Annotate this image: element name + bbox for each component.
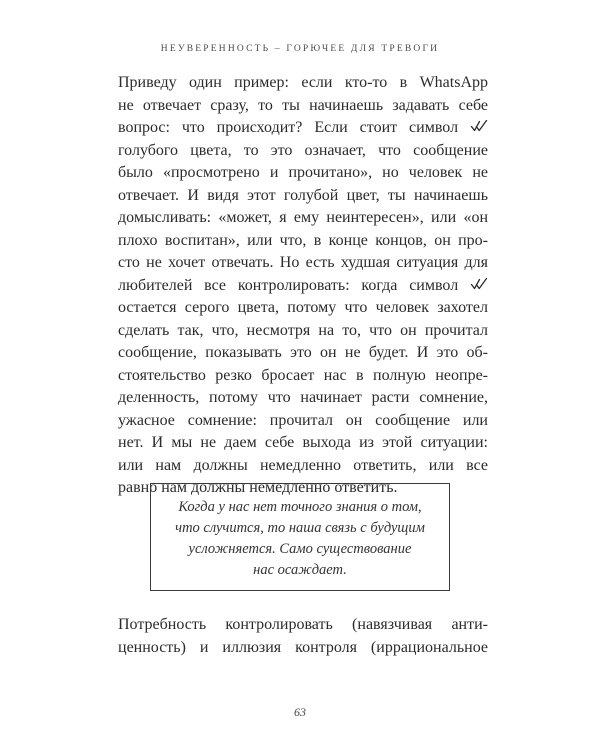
- callout-line: Когда у нас нет точного знания о том,: [178, 499, 422, 515]
- text-line: [118, 117, 488, 140]
- text-line-content: любителей все контролировать: когда символ: [118, 276, 459, 294]
- text-line: плохо воспитан», или что, в конце концов, он про-: [118, 231, 488, 249]
- text-line: сделать так, что, несмотря на то, что он прочитал: [118, 321, 488, 339]
- text-line: ценность) и иллюзия контроля (иррациональное: [118, 638, 488, 656]
- callout-box: [150, 483, 450, 591]
- text-line: ужасное сомнение: прочитал он сообщение или: [118, 411, 488, 429]
- text-line: было «просмотрено и прочитано», но человек не: [118, 164, 488, 181]
- double-check-icon: [470, 277, 488, 291]
- text-line: голубого цвета, то это означает, что сообщение: [118, 141, 488, 159]
- text-line: или нам должны немедленно ответить, или все: [118, 456, 488, 474]
- text-line: домысливать: «может, я ему неинтересен», или «он: [118, 209, 488, 226]
- double-check-icon: [470, 119, 488, 133]
- text-line: [118, 275, 488, 298]
- text-line: сообщение, показывать это он не будет. И это об-: [118, 344, 488, 361]
- text-line: равно нам должны немедленно ответить.: [118, 479, 398, 496]
- text-line: Приведу один пример: если кто-то в WhatsApp: [118, 74, 488, 91]
- text-line: сто не хочет отвечать. Но есть худшая ситуация для: [118, 254, 488, 271]
- callout-line: нас осаждает.: [253, 562, 347, 578]
- paragraph-main: [118, 72, 488, 500]
- paragraph-continued: [118, 614, 488, 659]
- text-line: остается серого цвета, потому что человек захотел: [118, 299, 488, 316]
- text-line: стоятельство резко бросает нас в полную неопре-: [118, 366, 488, 384]
- text-line: Потребность контролировать (навязчивая анти-: [118, 616, 488, 633]
- callout-line: что случится, то наша связь с будущим: [175, 520, 425, 536]
- text-line: не отвечает сразу, то ты начинаешь задавать себе: [118, 96, 488, 114]
- running-head: НЕУВЕРЕННОСТЬ – ГОРЮЧЕЕ ДЛЯ ТРЕВОГИ: [160, 44, 440, 54]
- text-line: нет. И мы не даем себе выхода из этой ситуации:: [118, 434, 488, 451]
- text-line: отвечает. И видя этот голубой цвет, ты начинаешь: [118, 186, 488, 204]
- page-number: 63: [294, 705, 306, 719]
- text-line-content: вопрос: что происходит? Если стоит символ: [118, 119, 459, 136]
- text-line: деленность, потому что начинает расти сомнение,: [118, 389, 488, 406]
- callout-line: усложняется. Само существование: [188, 541, 412, 557]
